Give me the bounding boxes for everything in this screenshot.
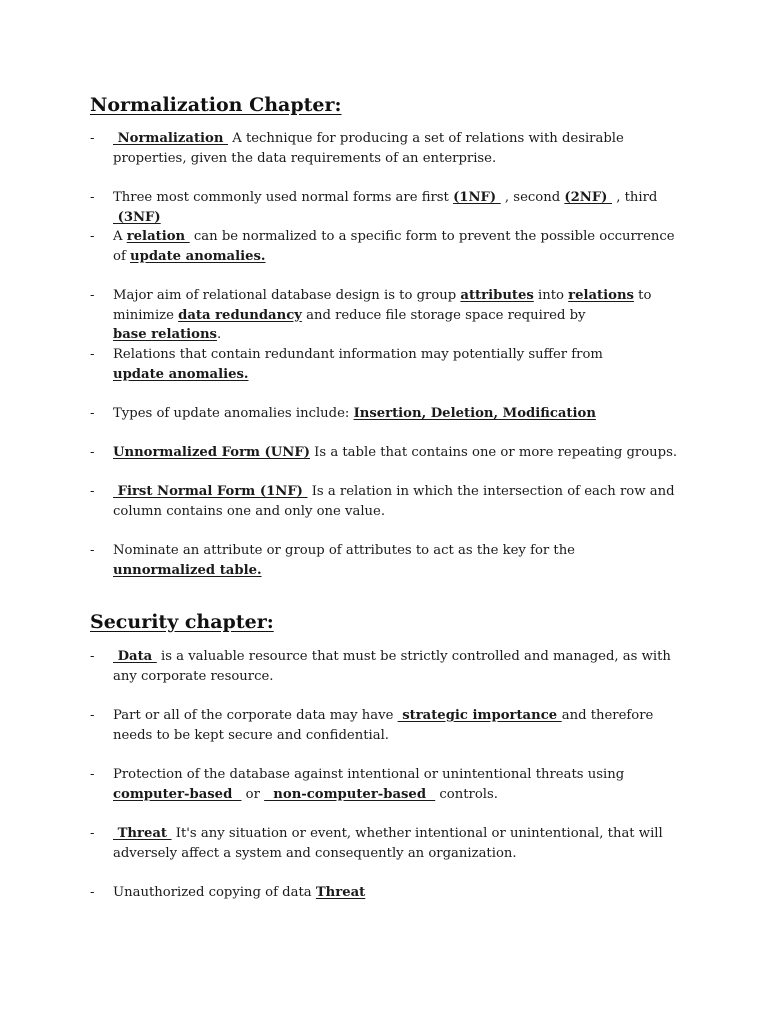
key-term: Insertion, Deletion, Modification xyxy=(353,406,596,421)
body-text: Protection of the database against intentional or unintentional threats using xyxy=(113,767,625,782)
key-term: data redundancy xyxy=(178,307,302,323)
key-term: base relations xyxy=(113,327,217,343)
bullet-dash: - xyxy=(90,484,95,499)
body-text: Is a relation in which the intersection of each row and column contains one and only one value. xyxy=(113,484,675,519)
body-text: controls. xyxy=(435,786,498,802)
key-term: Threat xyxy=(315,885,366,900)
key-term: Threat xyxy=(113,826,172,841)
body-text: is a valuable resource that must be strictly controlled and managed, as with any corporate resource. xyxy=(113,649,671,684)
normalization-heading: Normalization Chapter: xyxy=(90,94,342,116)
bullet-dash: - xyxy=(90,347,95,362)
key-term: Data xyxy=(113,649,157,664)
list-item-text xyxy=(113,482,690,521)
body-text: A technique for producing a set of relations with desirable properties, given the data requirements of an enterprise. xyxy=(113,131,624,166)
bullet-dash: - xyxy=(90,826,95,841)
key-term: relations xyxy=(568,288,634,303)
body-text: Unauthorized copying of data xyxy=(113,885,316,900)
key-term: (2NF) xyxy=(564,190,613,205)
key-term: non-computer-based xyxy=(264,786,436,802)
bullet-dash: - xyxy=(90,767,95,782)
list-item-text xyxy=(113,443,690,463)
security-heading: Security chapter: xyxy=(90,611,274,633)
key-term: attributes xyxy=(460,288,534,303)
bullet-dash: - xyxy=(90,885,95,900)
bullet-dash: - xyxy=(90,190,95,205)
list-item-text xyxy=(113,227,690,266)
list-item-text xyxy=(113,404,690,424)
body-text: can be normalized to a specific form to prevent the possible occurrence of xyxy=(113,229,675,264)
body-text: and therefore needs to be kept secure and confidential. xyxy=(113,708,654,743)
body-text: , second xyxy=(500,190,565,205)
body-text: into xyxy=(533,288,569,303)
bullet-dash: - xyxy=(90,406,95,421)
list-item-text xyxy=(113,188,690,227)
key-term: (1NF) xyxy=(453,190,501,205)
body-text: or xyxy=(241,786,265,802)
bullet-dash: - xyxy=(90,229,95,244)
key-term: update anomalies. xyxy=(113,366,249,382)
list-item-text xyxy=(113,883,690,903)
key-term: Unnormalized Form (UNF) xyxy=(113,445,310,460)
key-term: First Normal Form (1NF) xyxy=(113,484,308,499)
key-term: (3NF) xyxy=(113,209,161,225)
key-term: strategic importance xyxy=(397,708,562,723)
list-item-text xyxy=(113,765,690,804)
body-text: Is a table that contains one or more repeating groups. xyxy=(309,445,678,460)
body-text: . xyxy=(216,327,222,343)
bullet-dash: - xyxy=(90,445,95,460)
list-item-text xyxy=(113,706,690,745)
body-text: Part or all of the corporate data may have xyxy=(113,708,398,723)
body-text: , third xyxy=(612,190,658,205)
bullet-dash: - xyxy=(90,649,95,664)
list-item-text xyxy=(113,824,690,863)
key-term: Normalization xyxy=(113,131,229,146)
body-text: Nominate an attribute or group of attributes to act as the key for the xyxy=(113,543,575,558)
list-item-text xyxy=(113,129,690,168)
key-term: update anomalies. xyxy=(130,248,266,264)
key-term: unnormalized table. xyxy=(113,562,262,578)
list-item-text xyxy=(113,286,690,345)
list-item-text xyxy=(113,541,690,580)
body-text: Major aim of relational database design is to group xyxy=(113,288,461,303)
body-text: Relations that contain redundant information may potentially suffer from xyxy=(113,347,603,362)
bullet-dash: - xyxy=(90,288,95,303)
body-text: and reduce file storage space required by xyxy=(301,307,586,323)
list-item-text xyxy=(113,647,690,686)
body-text: A xyxy=(113,229,127,244)
list-item-text xyxy=(113,345,690,384)
body-text: It's any situation or event, whether intentional or unintentional, that will adversely affect a system and consequently an organization. xyxy=(113,826,663,861)
bullet-dash: - xyxy=(90,543,95,558)
body-text: Three most commonly used normal forms are first xyxy=(113,190,454,205)
key-term: relation xyxy=(126,229,190,244)
bullet-dash: - xyxy=(90,131,95,146)
bullet-dash: - xyxy=(90,708,95,723)
body-text: to minimize xyxy=(113,288,652,323)
key-term: computer-based xyxy=(113,786,242,802)
body-text: Types of update anomalies include: xyxy=(113,406,354,421)
